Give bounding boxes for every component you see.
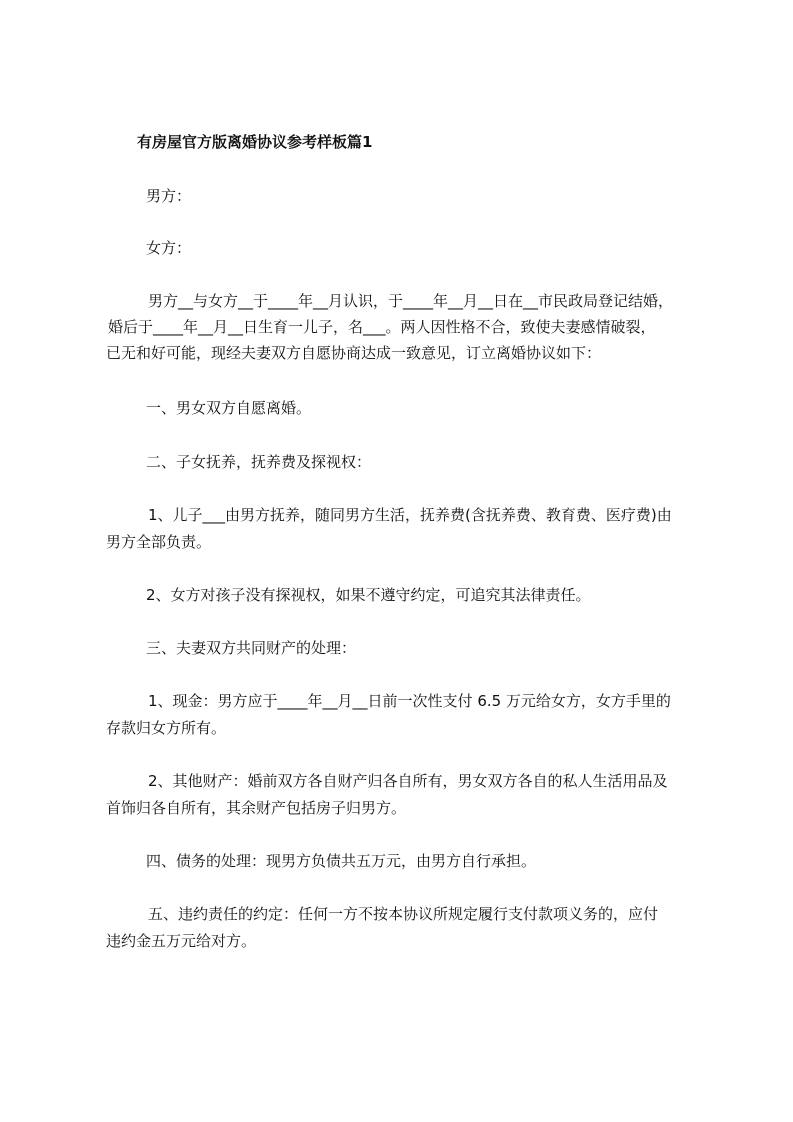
clause-2-1-line-2: 男方全部负责。: [106, 533, 212, 551]
clause-3-2-line-1: 2、其他财产：婚前双方各自财产归各自所有，男女双方各自的私人生活用品及: [148, 772, 668, 790]
clause-4: 四、债务的处理：现男方负债共五万元，由男方自行承担。: [146, 852, 537, 870]
clause-3-1-line-2: 存款归女方所有。: [106, 719, 227, 737]
clause-5-line-1: 五、违约责任的约定：任何一方不按本协议所规定履行支付款项义务的，应付: [148, 905, 659, 923]
clause-5-line-2: 违约金五万元给对方。: [106, 932, 257, 950]
intro-line-2: 婚后于____年__月__日生育一儿子，名___。两人因性格不合，致使夫妻感情破裂，: [108, 318, 656, 336]
clause-2-heading: 二、子女抚养，抚养费及探视权：: [146, 453, 372, 471]
clause-3-2-line-2: 首饰归各自所有，其余财产包括房子归男方。: [106, 799, 407, 817]
male-label: 男方：: [146, 187, 192, 205]
clause-1: 一、男女双方自愿离婚。: [146, 399, 312, 417]
clause-3-1-line-1: 1、现金：男方应于____年__月__日前一次性支付 6.5 万元给女方，女方手里的: [148, 692, 671, 710]
document-title: 有房屋官方版离婚协议参考样板篇1: [137, 133, 373, 151]
clause-3-heading: 三、夫妻双方共同财产的处理：: [146, 639, 357, 657]
female-label: 女方：: [146, 239, 192, 257]
clause-2-1-line-1: 1、儿子___由男方抚养，随同男方生活，抚养费(含抚养费、教育费、医疗费)由: [148, 506, 672, 524]
clause-2-2: 2、女方对孩子没有探视权，如果不遵守约定，可追究其法律责任。: [146, 586, 591, 604]
intro-line-3: 已无和好可能，现经夫妻双方自愿协商达成一致意见，订立离婚协议如下：: [106, 344, 602, 362]
intro-line-1: 男方__与女方__于____年__月认识，于____年__月__日在__市民政局登记结婚，: [148, 292, 674, 310]
